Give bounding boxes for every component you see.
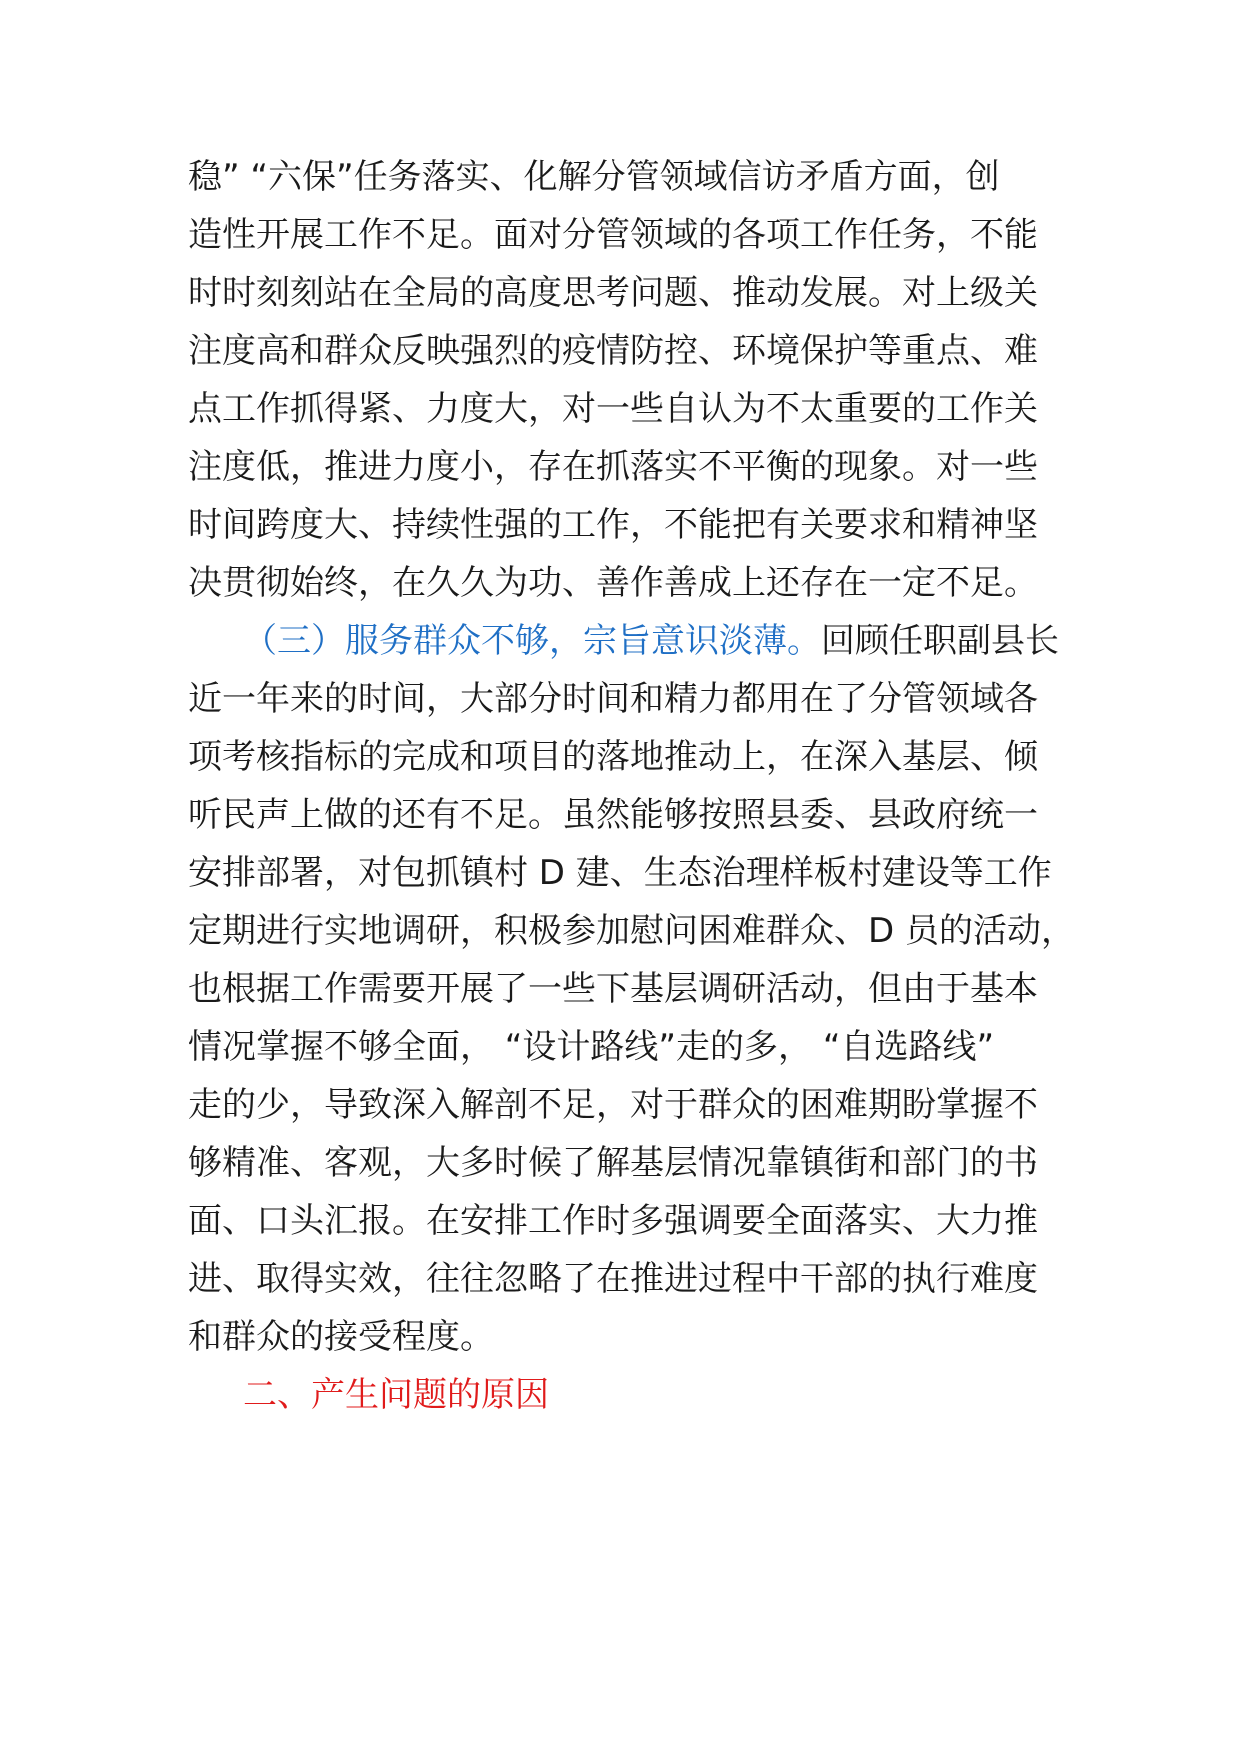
- paragraph-line: 近一年来的时间，大部分时间和精力都用在了分管领域各: [188, 679, 1038, 719]
- section-heading-line: [243, 616, 1059, 666]
- paragraph-line: 项考核指标的完成和项目的落地推动上，在深入基层、倾: [188, 737, 1038, 777]
- paragraph-line: 定期进行实地调研，积极参加慰问困难群众、D 员的活动，: [188, 911, 1075, 951]
- paragraph-line: 稳” “六保”任务落实、化解分管领域信访矛盾方面，创: [188, 157, 1000, 197]
- paragraph-line: 和群众的接受程度。: [188, 1317, 494, 1357]
- paragraph-line: 点工作抓得紧、力度大，对一些自认为不太重要的工作关: [188, 389, 1038, 429]
- paragraph-line: 时时刻刻站在全局的高度思考问题、推动发展。对上级关: [188, 273, 1038, 313]
- section-3-lead-text: 回顾任职副县长: [821, 621, 1059, 661]
- section-2-heading: 二、产生问题的原因: [243, 1375, 549, 1415]
- paragraph-line: 面、口头汇报。在安排工作时多强调要全面落实、大力推: [188, 1201, 1038, 1241]
- paragraph-line: 注度低，推进力度小，存在抓落实不平衡的现象。对一些: [188, 447, 1038, 487]
- paragraph-line: 时间跨度大、持续性强的工作，不能把有关要求和精神坚: [188, 505, 1038, 545]
- paragraph-line: 进、取得实效，往往忽略了在推进过程中干部的执行难度: [188, 1259, 1038, 1299]
- paragraph-line: 决贯彻始终，在久久为功、善作善成上还存在一定不足。: [188, 563, 1038, 603]
- paragraph-line: 安排部署，对包抓镇村 D 建、生态治理样板村建设等工作: [188, 853, 1052, 893]
- paragraph-line: 情况掌握不够全面， “设计路线”走的多， “自选路线”: [188, 1027, 995, 1067]
- paragraph-line: 听民声上做的还有不足。虽然能够按照县委、县政府统一: [188, 795, 1038, 835]
- paragraph-line: 也根据工作需要开展了一些下基层调研活动，但由于基本: [188, 969, 1038, 1009]
- section-3-heading: （三）服务群众不够，宗旨意识淡薄。: [243, 621, 821, 661]
- paragraph-line: 走的少，导致深入解剖不足，对于群众的困难期盼掌握不: [188, 1085, 1038, 1125]
- paragraph-line: 够精准、客观，大多时候了解基层情况靠镇街和部门的书: [188, 1143, 1038, 1183]
- paragraph-line: 注度高和群众反映强烈的疫情防控、环境保护等重点、难: [188, 331, 1038, 371]
- paragraph-line: 造性开展工作不足。面对分管领域的各项工作任务，不能: [188, 215, 1038, 255]
